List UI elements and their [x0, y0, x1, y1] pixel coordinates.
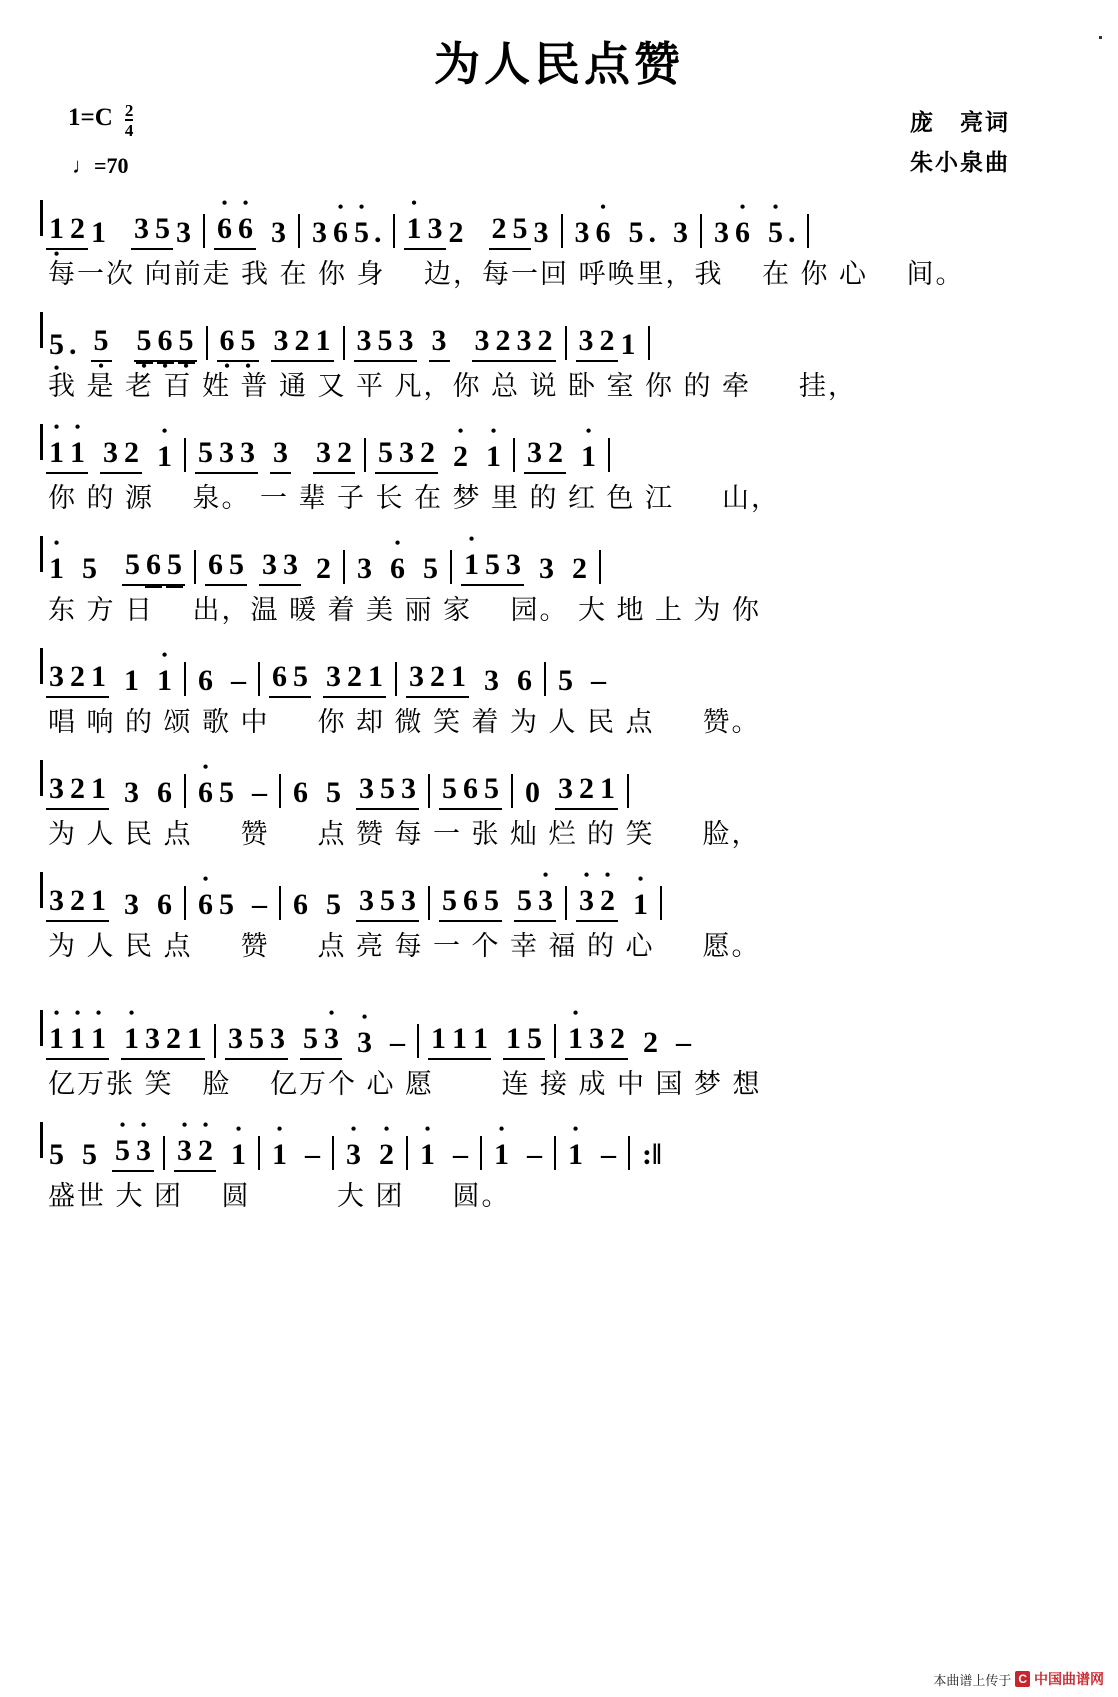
notation-row: 5 • . 5 • 5 • 6 • 5 • 6 • 5 • 3 2 1 3 5 3 3 3 2 3 2 3 2 1: [46, 304, 1078, 362]
page-title: 为人民点赞: [434, 38, 684, 90]
staff-system-8: [0, 1002, 1118, 1106]
lyrics-row: 为 人 民 点 赞 点 亮 每 一 个 幸 福 的 心 愿。: [48, 931, 761, 961]
lyrics-row: 我 是 老 百 姓 普 通 又 平 凡，你 总 说 卧 室 你 的 牵 挂，: [48, 371, 858, 401]
notation-row: 3 2 1 1 • 1 6 – 6 5 3 2 1 3 2 1 3 6 5 –: [46, 640, 1078, 698]
key-signature: 1=C: [68, 104, 113, 131]
tempo-marking: [72, 153, 133, 179]
lyrics-row: 每一次 向前走 我 在 你 身 边，每一回 呼唤里，我 在 你 心 间。: [48, 259, 965, 289]
score-metadata: [0, 100, 1118, 192]
music-score-page: [0, 28, 1118, 1697]
corner-mark: [1099, 36, 1102, 39]
staff-system-4: [0, 528, 1118, 632]
staff-system-6: [0, 752, 1118, 856]
key-and-meter: [68, 101, 134, 179]
tempo-note-icon: ♩: [72, 153, 94, 178]
lyrics-row: 你 的 源 泉。 一 辈 子 长 在 梦 里 的 红 色 江 山，: [48, 483, 781, 513]
footer-text: 本曲谱上传于: [933, 1672, 1012, 1688]
notation-row: 3 2 1 3 6 • 6 5 – 6 5 3 5 3 5 6 5 0 3 2 1: [46, 752, 1078, 810]
credits: [910, 102, 1010, 183]
system-start-barline: [40, 648, 43, 684]
lyrics-row: 盛世 大 团 圆 大 团 圆。: [48, 1181, 511, 1211]
lyrics-row: 唱 响 的 颂 歌 中 你 却 微 笑 着 为 人 民 点 赞。: [48, 707, 761, 737]
site-name: 中国曲谱网: [1034, 1671, 1104, 1687]
footer-watermark: [933, 1669, 1104, 1689]
staff-system-7: [0, 864, 1118, 968]
staff-system-1: [0, 192, 1118, 296]
system-start-barline: [40, 760, 43, 796]
site-logo-icon: C: [1015, 1671, 1030, 1687]
lyrics-row: 东 方 日 出，温 暖 着 美 丽 家 园。 大 地 上 为 你: [48, 595, 762, 625]
composer: 朱小泉曲: [910, 149, 1010, 176]
system-start-barline: [40, 1122, 43, 1158]
staff-system-2: [0, 304, 1118, 408]
lyrics-row: 亿万张 笑 脸 亿万个 心 愿 连 接 成 中 国 梦 想: [48, 1069, 762, 1099]
notation-row: 5 5 • 5 • 3 • 3 • 2 • 1 • 1 – • 3 • 2 • 1 – • 1 – • 1 – :‖: [46, 1114, 1078, 1172]
notation-row: • 1 • 1 3 2 • 1 5 3 3 3 3 2 5 3 2 • 2 • 1 3 2 • 1: [46, 416, 1078, 474]
tempo-value: =70: [94, 153, 129, 178]
staff-system-3: [0, 416, 1118, 520]
notation-row: 3 2 1 3 6 • 6 5 – 6 5 3 5 3 5 6 5 5 • 3 • 3 • 2 • 1: [46, 864, 1078, 922]
system-start-barline: [40, 200, 43, 236]
system-start-barline: [40, 312, 43, 348]
notation-row: 1 • 2 1 3 5 3 • 6 • 6 3 3 • 6 • 5 . • 1 3 2 2 5 3 3 • 6 5 . 3 3 • 6 • 5 .: [46, 192, 1078, 250]
notation-row: • 1 5 5 6 5 6 5 3 3 2 3 • 6 5 • 1 5 3 3 2: [46, 528, 1078, 586]
lyrics-row: 为 人 民 点 赞 点 赞 每 一 张 灿 烂 的 笑 脸，: [48, 819, 761, 849]
system-start-barline: [40, 1010, 43, 1046]
notation-row: • 1 • 1 • 1 • 1 3 2 1 3 5 3 5 • 3 • 3 – 1 1 1 1 5 • 1 3 2 2 –: [46, 1002, 1078, 1060]
system-start-barline: [40, 424, 43, 460]
staff-system-5: [0, 640, 1118, 744]
staff-system-9: [0, 1114, 1118, 1218]
system-start-barline: [40, 536, 43, 572]
time-signature: $\frac{2}{4}$: [124, 101, 134, 140]
system-start-barline: [40, 872, 43, 908]
lyricist: 庞 亮词: [910, 109, 1010, 135]
